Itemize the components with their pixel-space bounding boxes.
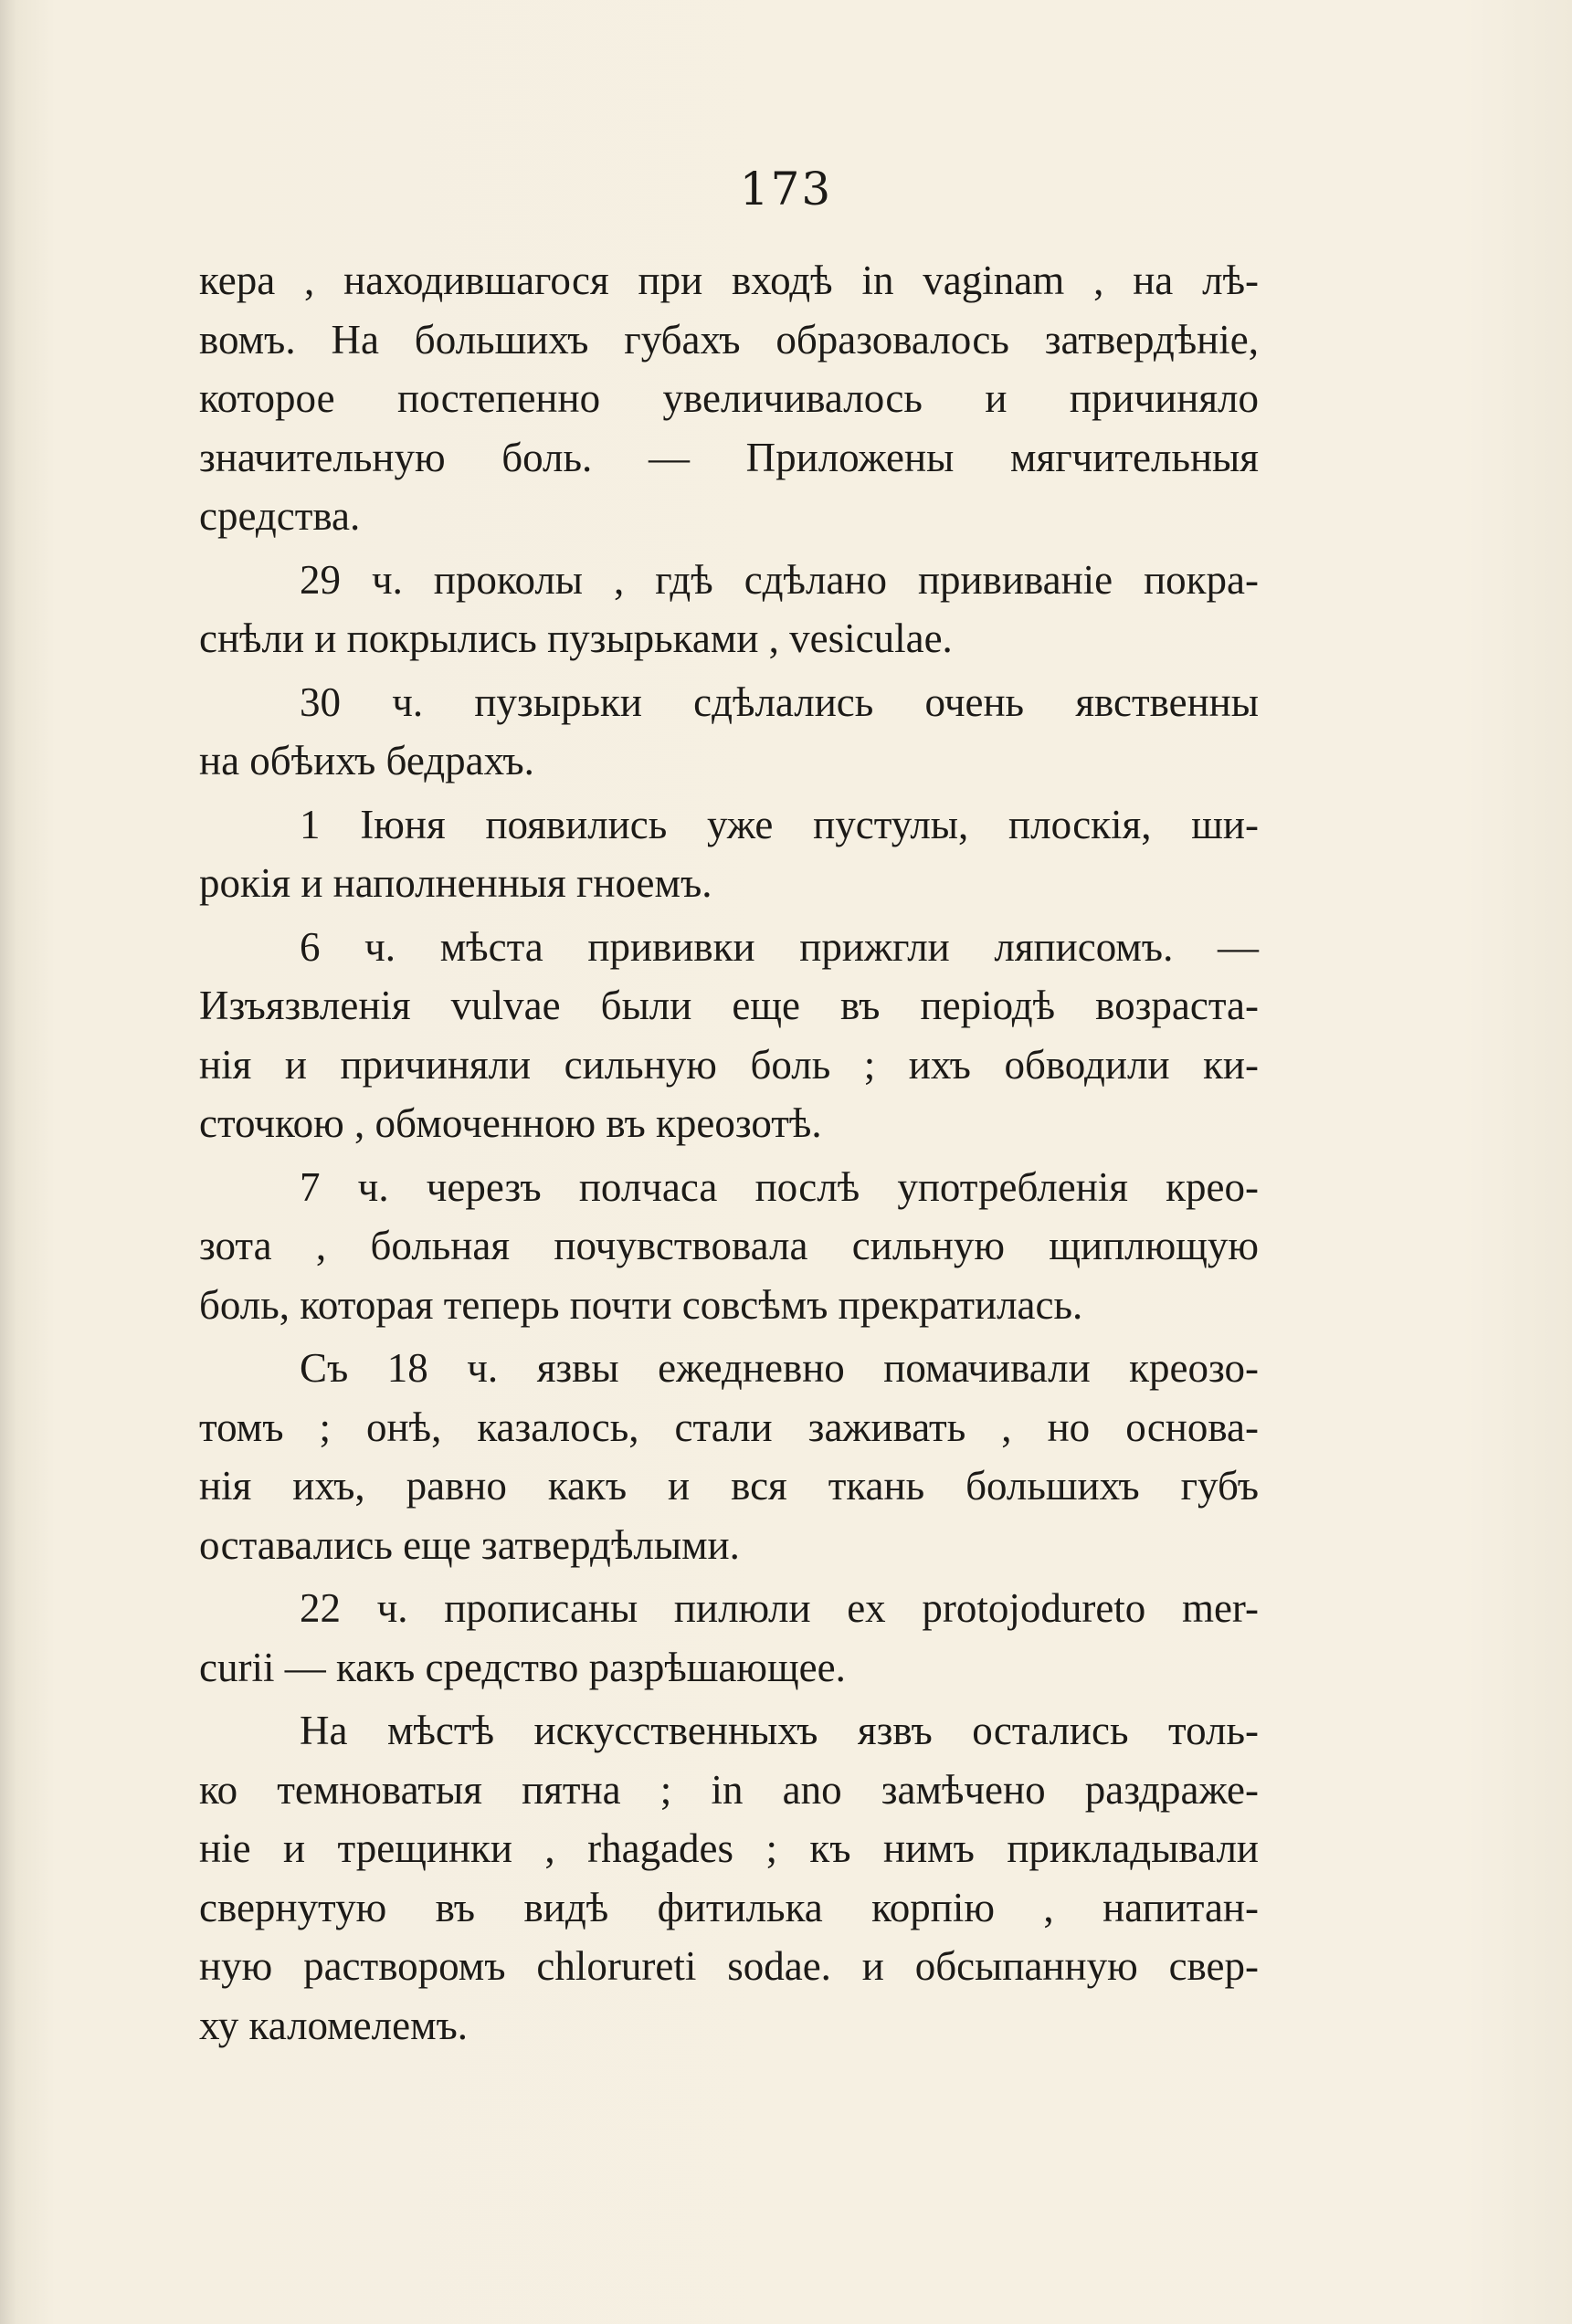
text-line: оставались еще затвердѣлыми. [199, 1521, 740, 1568]
text-line: Изъязвленія vulvae были еще въ періодѣ возраста- [199, 983, 1259, 1028]
paragraph [199, 251, 1259, 546]
page-number: 173 [739, 163, 833, 216]
text-line: нія ихъ, равно какъ и вся ткань большихъ губъ [199, 1463, 1259, 1509]
paragraph [199, 1579, 1259, 1697]
text-line: вомъ. На большихъ губахъ образовалось затвердѣніе, [199, 316, 1259, 363]
text-line: рокія и наполненныя гноемъ. [199, 860, 712, 906]
body-text [199, 251, 1259, 2059]
text-line: снѣли и покрылись пузырьками , vesiculae. [199, 615, 953, 661]
text-line: ху каломелемъ. [199, 2002, 469, 2048]
paragraph [199, 1339, 1259, 1574]
text-line: кера , находившагося при входѣ in vaginam , на лѣ- [199, 258, 1259, 303]
text-line: нія и причиняли сильную боль ; ихъ обводили ки- [199, 1041, 1259, 1088]
text-line: на обѣихъ бедрахъ. [199, 738, 534, 783]
text-line: зота , больная почувствовала сильную щиплющую [199, 1223, 1259, 1268]
paragraph [199, 918, 1259, 1153]
paragraph [199, 673, 1259, 791]
text-line: которое постепенно увеличивалось и причиняло [199, 375, 1259, 421]
text-line: боль, которая теперь почти совсѣмъ прекратилась. [199, 1281, 1083, 1328]
text-line: 22 ч. прописаны пилюли ex protojodureto mer- [300, 1585, 1259, 1631]
paragraph [199, 1158, 1259, 1335]
paragraph [199, 1701, 1259, 2055]
text-line: 1 Іюня появились уже пустулы, плоскія, ши- [300, 801, 1259, 847]
text-line: томъ ; онѣ, казалось, стали заживать , но основа- [199, 1404, 1259, 1450]
paragraph [199, 551, 1259, 668]
text-line: curii — какъ средство разрѣшающее. [199, 1644, 846, 1690]
text-line: средства. [199, 493, 361, 539]
text-line: ко темноватыя пятна ; in ano замѣчено раздраже- [199, 1766, 1259, 1813]
text-line: ную растворомъ chlorureti sodae. и обсыпанную свер- [199, 1943, 1259, 1989]
text-line: 7 ч. черезъ полчаса послѣ употребленія крео- [300, 1163, 1259, 1210]
text-line: 29 ч. проколы , гдѣ сдѣлано прививаніе покра- [300, 556, 1259, 603]
text-line: свернутую въ видѣ фитилька корпію , напитан- [199, 1884, 1259, 1930]
text-line: 6 ч. мѣста прививки прижгли ляписомъ. — [300, 923, 1259, 970]
paragraph [199, 795, 1259, 913]
text-line: На мѣстѣ искусственныхъ язвъ остались толь- [300, 1708, 1259, 1753]
text-line: значительную боль. — Приложены мягчительныя [199, 434, 1259, 480]
text-line: 30 ч. пузырьки сдѣлались очень явственны [300, 678, 1259, 725]
text-line: ніе и трещинки , rhagades ; къ нимъ прикладывали [199, 1825, 1259, 1871]
text-line: сточкою , обмоченною въ креозотѣ. [199, 1100, 822, 1146]
text-line: Съ 18 ч. язвы ежедневно помачивали креозо- [300, 1345, 1259, 1391]
